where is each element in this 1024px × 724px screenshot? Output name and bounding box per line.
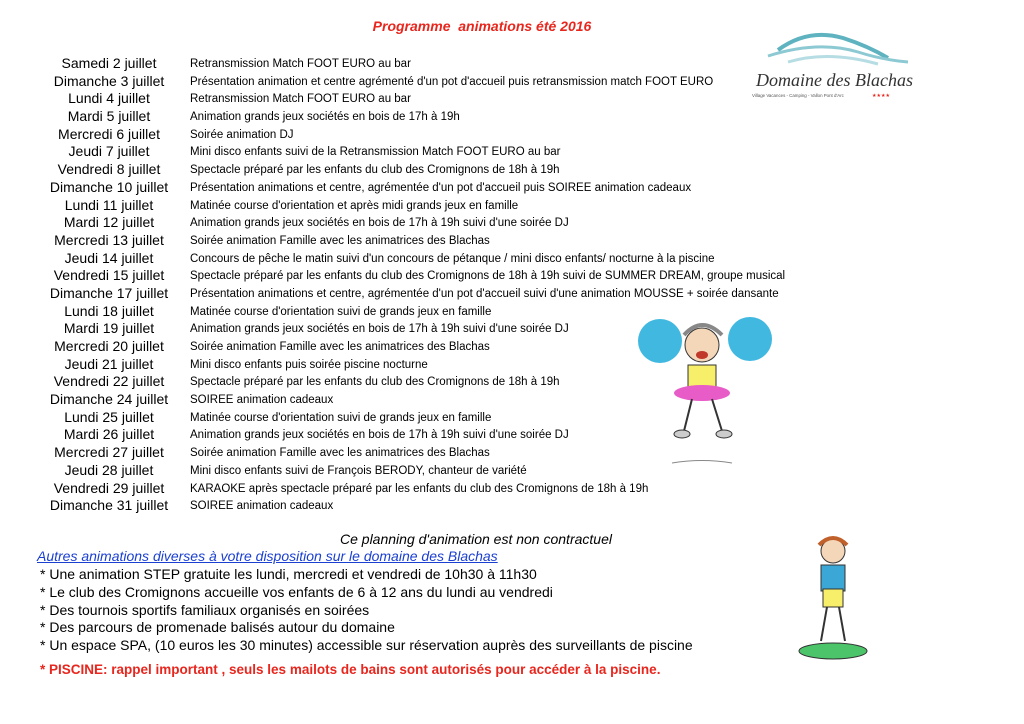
schedule-day: Samedi 2 juillet: [61, 55, 157, 71]
schedule-row: [30, 213, 830, 231]
schedule-day: Dimanche 17 juillet: [49, 284, 169, 301]
cheerleader-illustration: [632, 313, 782, 473]
schedule-row: [30, 142, 830, 160]
schedule-description: Soirée animation DJ: [190, 128, 294, 141]
schedule-description: Mini disco enfants suivi de François BERODY, chanteur de variété: [190, 464, 527, 477]
schedule-description: Soirée animation Famille avec les animatrices des Blachas: [190, 234, 490, 247]
schedule-day: Mardi 12 juillet: [63, 214, 155, 231]
schedule-day: Vendredi 8 juillet: [57, 161, 161, 178]
schedule-day: Vendredi 29 juillet: [53, 479, 165, 496]
schedule-day: Lundi 11 juillet: [64, 196, 154, 213]
other-activities-link[interactable]: Autres animations diverses à votre disposition sur le domaine des Blachas: [37, 548, 498, 564]
schedule-description: Spectacle préparé par les enfants du club des Cromignons de 18h à 19h: [190, 376, 560, 389]
schedule-row: [30, 160, 830, 178]
schedule-row: [30, 249, 830, 267]
schedule-description: Animation grands jeux sociétés en bois de 17h à 19h suivi d'une soirée DJ: [190, 323, 569, 336]
schedule-day: Dimanche 3 juillet: [53, 72, 165, 89]
schedule-description: Animation grands jeux sociétés en bois de 17h à 19h suivi d'une soirée DJ: [190, 429, 569, 442]
schedule-description: Matinée course d'orientation suivi de grands jeux en famille: [190, 411, 492, 424]
schedule-row: [30, 196, 830, 214]
activity-item: * Le club des Cromignons accueille vos enfants de 6 à 12 ans du lundi au vendredi: [40, 583, 553, 600]
logo-tagline: Village Vacances - Camping - Vallon Pont d'Arc: [752, 93, 844, 98]
schedule-day: Mercredi 6 juillet: [58, 125, 160, 142]
schedule-row: [30, 479, 830, 497]
schedule-row: [30, 125, 830, 143]
schedule-description: Mini disco enfants suivi de la Retransmission Match FOOT EURO au bar: [190, 146, 561, 159]
schedule-description: Spectacle préparé par les enfants du club des Cromignons de 18h à 19h suivi de SUMMER DREAM, groupe musical: [190, 270, 786, 283]
schedule-description: Spectacle préparé par les enfants du club des Cromignons de 18h à 19h: [190, 164, 560, 177]
schedule-row: [30, 89, 830, 107]
schedule-day: Mardi 5 juillet: [67, 108, 151, 125]
schedule-description: Animation grands jeux sociétés en bois de 17h à 19h: [190, 111, 460, 124]
activities-list: [40, 566, 693, 655]
schedule-row: [30, 266, 830, 284]
schedule-description: Présentation animation et centre agrémenté d'un pot d'accueil puis retransmission match FOOT EURO: [190, 75, 714, 88]
schedule-day: Lundi 4 juillet: [68, 90, 150, 107]
schedule-description: Soirée animation Famille avec les animatrices des Blachas: [190, 341, 490, 353]
schedule-description: Animation grands jeux sociétés en bois de 17h à 19h suivi d'une soirée DJ: [190, 217, 569, 230]
schedule-day: Lundi 25 juillet: [64, 408, 154, 425]
schedule-row: [30, 72, 830, 90]
schedule-day: Jeudi 7 juillet: [68, 143, 150, 160]
schedule-row: [30, 284, 830, 302]
schedule-day: Jeudi 28 juillet: [64, 461, 154, 478]
schedule-description: Soirée animation Famille avec les animatrices des Blachas: [190, 447, 490, 460]
schedule-description: SOIREE animation cadeaux: [190, 500, 334, 513]
schedule-description: Présentation animations et centre, agrémentée d'un pot d'accueil suivi d'une animation MOUSSE + soirée dansante: [190, 287, 779, 300]
pool-warning: * PISCINE: rappel important , seuls les mailots de bains sont autorisés pour accéder à la piscine.: [40, 662, 661, 677]
schedule-day: Vendredi 15 juillet: [53, 267, 165, 284]
schedule-row: [30, 231, 830, 249]
schedule-description: Retransmission Match FOOT EURO au bar: [190, 93, 411, 106]
schedule-description: Retransmission Match FOOT EURO au bar: [190, 58, 411, 70]
schedule-description: KARAOKE après spectacle préparé par les enfants du club des Cromignons de 18h à 19h: [190, 482, 649, 495]
page-title: Programme animations été 2016: [372, 18, 592, 34]
schedule-description: Matinée course d'orientation suivi de grands jeux en famille: [190, 305, 492, 318]
schedule-day: Dimanche 10 juillet: [49, 178, 169, 195]
schedule-day: Mercredi 20 juillet: [54, 338, 164, 354]
schedule-day: Mardi 19 juillet: [63, 320, 155, 337]
activity-item: * Un espace SPA, (10 euros les 30 minutes) accessible sur réservation auprès des surveillants de piscine: [40, 637, 693, 654]
schedule-row: [30, 54, 830, 72]
schedule-day: Lundi 18 juillet: [64, 302, 154, 319]
schedule-row: [30, 178, 830, 196]
schedule-day: Mercredi 27 juillet: [54, 444, 164, 461]
schedule-description: SOIREE animation cadeaux: [190, 394, 334, 407]
schedule-row: [30, 496, 830, 514]
schedule-description: Concours de pêche le matin suivi d'un concours de pétanque / mini disco enfants/ nocturne à la piscine: [190, 252, 715, 265]
activity-item: * Des parcours de promenade balisés autour du domaine: [40, 619, 395, 636]
logo-stars: ★★★★: [872, 93, 890, 99]
logo-name: Domaine des Blachas: [756, 70, 913, 90]
schedule-description: Présentation animations et centre, agrémentée d'un pot d'accueil puis SOIREE animation cadeaux: [190, 181, 692, 194]
schedule-row: [30, 107, 830, 125]
schedule-description: Mini disco enfants puis soirée piscine nocturne: [190, 358, 428, 371]
schedule-description: Matinée course d'orientation et après midi grands jeux en famille: [190, 199, 519, 212]
disclaimer-text: Ce planning d'animation est non contractuel: [340, 531, 612, 547]
activity-item: * Une animation STEP gratuite les lundi, mercredi et vendredi de 10h30 à 11h30: [40, 566, 537, 582]
schedule-day: Jeudi 14 juillet: [64, 249, 154, 266]
schedule-day: Dimanche 31 juillet: [49, 497, 169, 514]
schedule-day: Dimanche 24 juillet: [49, 391, 169, 408]
child-illustration: [795, 533, 870, 661]
schedule-day: Jeudi 21 juillet: [64, 355, 154, 372]
domaine-blachas-logo: [748, 28, 928, 100]
schedule-day: Vendredi 22 juillet: [53, 373, 165, 390]
schedule-day: Mercredi 13 juillet: [54, 231, 164, 248]
schedule-day: Mardi 26 juillet: [63, 426, 155, 443]
activity-item: * Des tournois sportifs familiaux organisés en soirées: [40, 601, 370, 618]
